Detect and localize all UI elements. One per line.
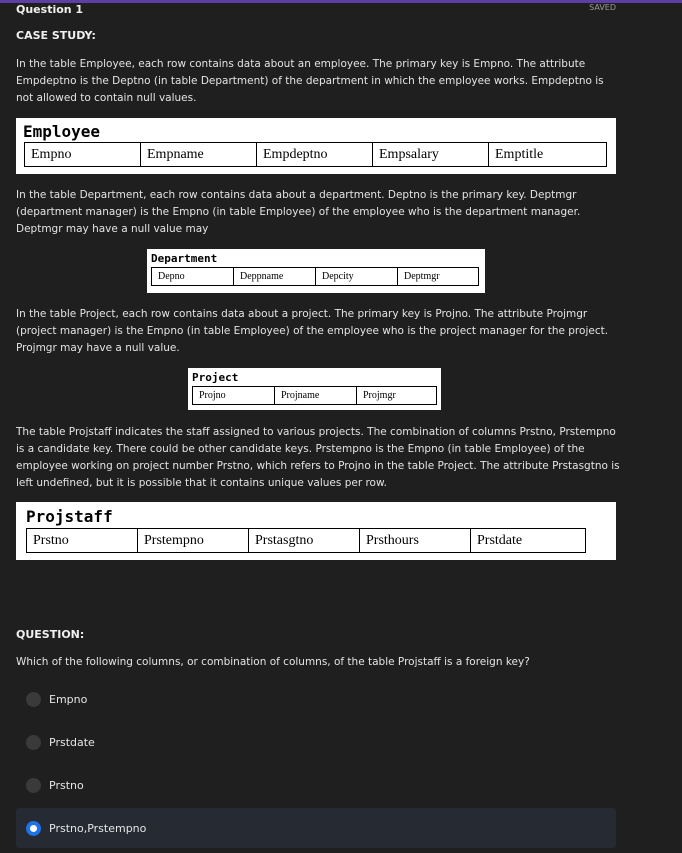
case-study-title: CASE STUDY:	[16, 29, 96, 42]
case-paragraph-projstaff: The table Projstaff indicates the staff assigned to various projects. The combination of columns Prstno, Prstempno is a candidate key. There could be other candidate keys. Prstempno is the Empno (in table Employee) of the employee working on project number Prstno, which refers to Projno in the table Project. The attribute Prstasgtno is left undefined, but it is possible that it contains unique values per row.	[16, 426, 620, 489]
project-table-image	[188, 368, 441, 410]
projstaff-columns-row	[26, 528, 586, 553]
department-table-image	[147, 249, 485, 293]
projstaff-table-name: Projstaff	[26, 507, 113, 526]
department-table-name: Department	[151, 252, 218, 265]
option-label: Empno	[49, 692, 88, 706]
project-col-2: Projname	[275, 387, 357, 404]
department-col-1: Depno	[152, 268, 234, 285]
project-columns-row	[192, 386, 437, 405]
employee-col-4: Empsalary	[373, 143, 489, 166]
question-label: QUESTION:	[16, 628, 85, 641]
projstaff-col-2: Prstempno	[138, 529, 249, 552]
question-number: Question 1	[16, 3, 84, 16]
option-label: Prstno	[49, 778, 84, 792]
projstaff-col-1: Prstno	[27, 529, 138, 552]
projstaff-table-image	[16, 502, 616, 560]
department-col-2: Deppname	[234, 268, 316, 285]
case-paragraph-department: In the table Department, each row contains data about a department. Deptno is the primary key. Deptmgr (department manager) is the Empno (in table Employee) of the employee who is the department manager. Deptmgr may have a null value may	[16, 189, 581, 235]
employee-col-3: Empdeptno	[257, 143, 373, 166]
radio-button-selected[interactable]	[26, 821, 41, 836]
project-col-3: Projmgr	[363, 390, 396, 401]
projstaff-col-4: Prsthours	[360, 529, 471, 552]
employee-col-2: Empname	[141, 143, 257, 166]
radio-button[interactable]	[26, 692, 41, 707]
department-col-4: Deptmgr	[404, 271, 440, 282]
employee-table-name: Employee	[23, 122, 101, 141]
department-columns-row	[151, 267, 479, 286]
option-label: Prstdate	[49, 735, 95, 749]
top-accent-bar	[0, 0, 682, 3]
saved-status: SAVED	[589, 3, 616, 12]
question-text: Which of the following columns, or combination of columns, of the table Projstaff is a foreign key?	[16, 656, 530, 668]
employee-table-image	[16, 118, 616, 174]
projstaff-col-5: Prstdate	[477, 532, 523, 548]
answer-option-empno[interactable]	[16, 679, 616, 719]
answer-option-prstdate[interactable]	[16, 722, 616, 762]
project-table-name: Project	[192, 371, 239, 384]
answer-option-prstno-prstempno[interactable]	[16, 808, 616, 848]
radio-button[interactable]	[26, 778, 41, 793]
answer-option-prstno[interactable]	[16, 765, 616, 805]
radio-button[interactable]	[26, 735, 41, 750]
employee-col-5: Emptitle	[495, 146, 544, 162]
case-paragraph-employee: In the table Employee, each row contains data about an employee. The primary key is Empno. The attribute Empdeptno is the Deptno (in table Department) of the department in which the employee works. Empdeptno is not allowed to contain null values.	[16, 58, 604, 104]
employee-columns-row	[24, 142, 607, 167]
projstaff-col-3: Prstasgtno	[249, 529, 360, 552]
department-col-3: Depcity	[316, 268, 398, 285]
option-label: Prstno,Prstempno	[49, 821, 147, 835]
case-paragraph-project: In the table Project, each row contains data about a project. The primary key is Projno. The attribute Projmgr (project manager) is the Empno (in table Employee) of the employee who is the project manager for the project. Projmgr may have a null value.	[16, 308, 609, 354]
employee-col-1: Empno	[25, 143, 141, 166]
project-col-1: Projno	[193, 387, 275, 404]
